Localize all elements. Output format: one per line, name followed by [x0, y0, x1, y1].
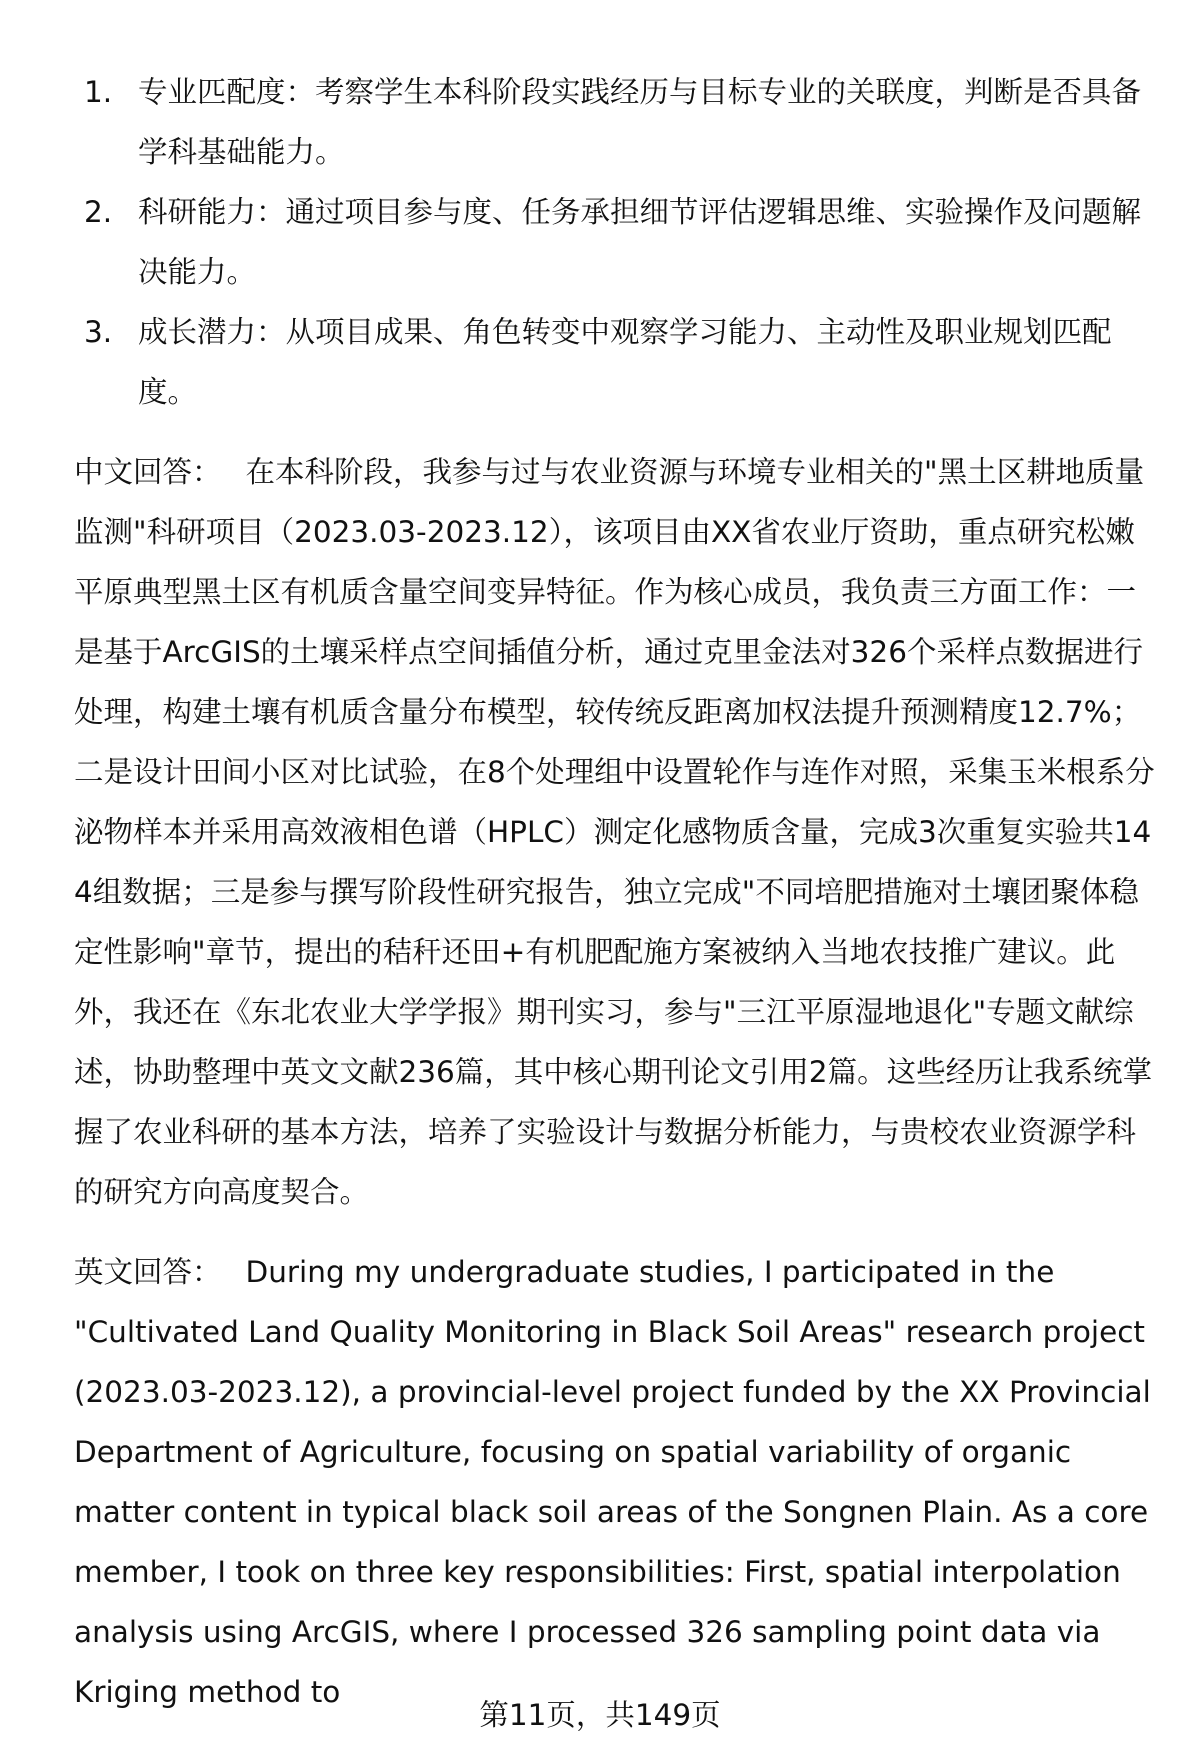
chinese-answer-paragraph [74, 442, 1160, 1222]
list-item-text: 成长潜力：从项目成果、角色转变中观察学习能力、主动性及职业规划匹配度。 [138, 315, 1112, 409]
evaluation-criteria-list [74, 62, 1160, 422]
list-item-number: 1. [84, 75, 113, 109]
chinese-answer-text: 在本科阶段，我参与过与农业资源与环境专业相关的"黑土区耕地质量监测"科研项目（2023.03-2023.12），该项目由XX省农业厅资助，重点研究松嫩平原典型黑土区有机质含量空间变异特征。作为核心成员，我负责三方面工作：一是基于ArcGIS的土壤采样点空间插值分析，通过克里金法对326个采样点数据进行处理，构建土壤有机质含量分布模型，较传统反距离加权法提升预测精度12.7%；二是设计田间小区对比试验，在8个处理组中设置轮作与连作对照，采集玉米根系分泌物样本并采用高效液相色谱（HPLC）测定化感物质含量，完成3次重复实验共144组数据；三是参与撰写阶段性研究报告，独立完成"不同培肥措施对土壤团聚体稳定性影响"章节，提出的秸秆还田+有机肥配施方案被纳入当地农技推广建议。此外，我还在《东北农业大学学报》期刊实习，参与"三江平原湿地退化"专题文献综述，协助整理中英文文献236篇，其中核心期刊论文引用2篇。这些经历让我系统掌握了农业科研的基本方法，培养了实验设计与数据分析能力，与贵校农业资源学科的研究方向高度契合。 [74, 455, 1155, 1209]
english-answer-label: 英文回答： [74, 1255, 222, 1289]
list-item-text: 科研能力：通过项目参与度、任务承担细节评估逻辑思维、实验操作及问题解决能力。 [138, 195, 1142, 289]
list-item [84, 62, 1160, 182]
page-number-footer: 第11页，共149页 [479, 1698, 721, 1732]
list-item [84, 302, 1160, 422]
chinese-answer-label: 中文回答： [74, 455, 222, 489]
document-page [74, 62, 1160, 1722]
list-item-number: 3. [84, 315, 113, 349]
english-answer-text: During my undergraduate studies, I participated in the "Cultivated Land Quality Monitoring in Black Soil Areas" research project (2023.03-2023.12), a provincial-level project funded by the XX Provincial Department of Agriculture, focusing on spatial variability of organic matter content in typical black soil areas of the Songnen Plain. As a core member, I took on three key responsibilities: First, spatial interpolation analysis using ArcGIS, where I processed 326 sampling point data via Kriging method to [74, 1255, 1151, 1709]
list-item-text: 专业匹配度：考察学生本科阶段实践经历与目标专业的关联度，判断是否具备学科基础能力。 [138, 75, 1142, 169]
list-item-number: 2. [84, 195, 113, 229]
english-answer-paragraph [74, 1242, 1160, 1722]
list-item [84, 182, 1160, 302]
